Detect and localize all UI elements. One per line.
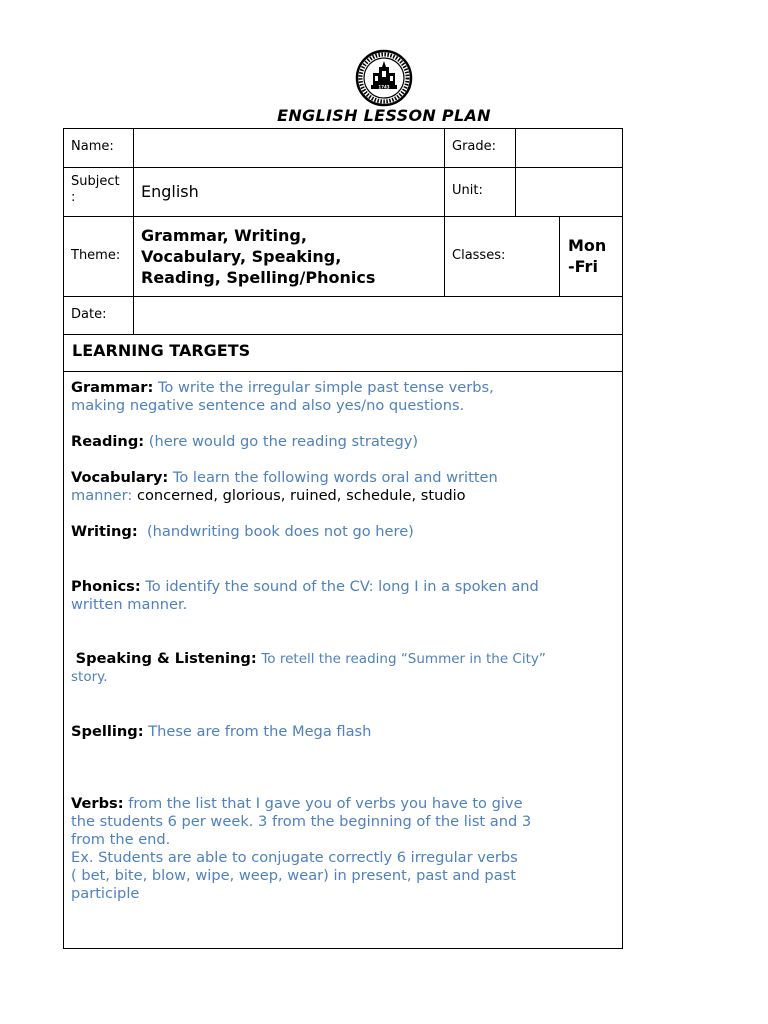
vocabulary-label: Vocabulary: xyxy=(71,469,169,486)
theme-line-1: Grammar, Writing, xyxy=(141,226,307,245)
subject-label-line2: : xyxy=(71,190,76,205)
reading-target xyxy=(71,433,418,451)
verbs-text-line6: participle xyxy=(71,885,140,902)
grammar-text-line1: To write the irregular simple past tense verbs, xyxy=(153,379,494,396)
spelling-label: Spelling: xyxy=(71,723,144,740)
verbs-text-line4: Ex. Students are able to conjugate correctly 6 irregular verbs xyxy=(71,849,518,866)
classes-line-2: -Fri xyxy=(568,257,598,276)
vocabulary-text-line1: To learn the following words oral and written xyxy=(172,469,498,486)
verbs-target xyxy=(71,795,523,813)
subject-label-line1: Subject xyxy=(71,174,120,189)
grammar-label: Grammar: xyxy=(71,379,154,396)
vocabulary-words: concerned, glorious, ruined, schedule, studio xyxy=(136,487,466,504)
unit-label: Unit: xyxy=(452,183,483,198)
theme-label: Theme: xyxy=(71,248,121,263)
grammar-text-line2: making negative sentence and also yes/no questions. xyxy=(71,397,465,414)
classes-label: Classes: xyxy=(452,248,506,263)
document-title: ENGLISH LESSON PLAN xyxy=(277,106,491,125)
reading-text: (here would go the reading strategy) xyxy=(148,433,419,450)
vocabulary-target xyxy=(71,469,498,487)
theme-line-3: Reading, Spelling/Phonics xyxy=(141,268,376,287)
speaking-listening-text-line1: To retell the reading “Summer in the City” xyxy=(261,651,546,667)
verbs-text-line3: from the end. xyxy=(71,831,171,848)
date-label: Date: xyxy=(71,307,107,322)
phonics-label: Phonics: xyxy=(71,578,141,595)
verbs-label: Verbs: xyxy=(71,795,124,812)
grade-value-cell[interactable] xyxy=(515,128,623,168)
speaking-listening-text-line2: story. xyxy=(71,669,108,685)
school-seal-icon xyxy=(355,49,413,107)
name-value-cell[interactable] xyxy=(133,128,445,168)
vocabulary-manner: manner: xyxy=(71,487,133,504)
grade-label: Grade: xyxy=(452,139,497,154)
name-label: Name: xyxy=(71,139,114,154)
writing-target xyxy=(71,523,414,541)
theme-line-2: Vocabulary, Speaking, xyxy=(141,247,342,266)
writing-label: Writing: xyxy=(71,523,138,540)
phonics-target xyxy=(71,578,539,596)
learning-targets-heading: LEARNING TARGETS xyxy=(72,341,251,360)
reading-label: Reading: xyxy=(71,433,145,450)
writing-text: (handwriting book does not go here) xyxy=(146,523,414,540)
verbs-text-line1: from the list that I gave you of verbs you have to give xyxy=(128,795,523,812)
subject-value: English xyxy=(141,182,199,201)
speaking-listening-target xyxy=(71,650,546,668)
speaking-listening-label: Speaking & Listening: xyxy=(75,650,257,667)
seal-year: 1743 xyxy=(378,84,390,90)
vocabulary-line2 xyxy=(71,487,466,505)
spelling-text: These are from the Mega flash xyxy=(148,723,372,740)
spelling-target xyxy=(71,723,371,741)
phonics-text-line2: written manner. xyxy=(71,596,188,613)
phonics-text-line1: To identify the sound of the CV: long I in a spoken and xyxy=(145,578,539,595)
verbs-text-line5: ( bet, bite, blow, wipe, weep, wear) in present, past and past xyxy=(71,867,516,884)
verbs-text-line2: the students 6 per week. 3 from the beginning of the list and 3 xyxy=(71,813,532,830)
classes-line-1: Mon xyxy=(568,236,607,255)
grammar-target xyxy=(71,379,494,397)
unit-value-cell[interactable] xyxy=(515,167,623,217)
date-value-cell[interactable] xyxy=(133,296,623,335)
